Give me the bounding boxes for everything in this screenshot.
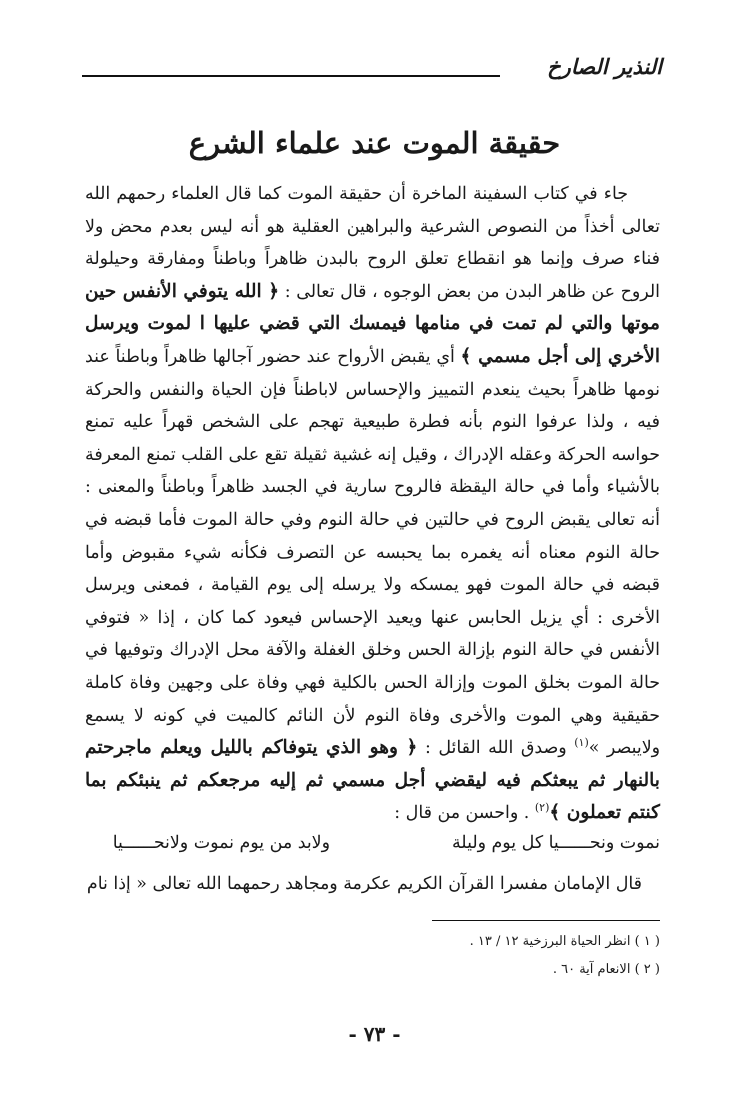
paragraph xyxy=(85,178,660,830)
body-segment: جاء في كتاب السفينة الماخرة أن حقيقة الموت كما قال العلماء رحمهم الله تعالى أخذاً من النصوص الشرعية والبراهين العقلية هو أنه ليس بعدم محض ولا فناء صرف وإنما هو انقطاع تعلق الروح بالبدن ظاهراً وباطناً ومفارقة وحيلولة الروح عن ظاهر البدن من بعض الوجوه ، قال تعالى : xyxy=(85,184,660,302)
body-segment: وصدق الله القائل : xyxy=(424,738,567,759)
page-title: حقيقة الموت عند علماء الشرع xyxy=(188,126,561,160)
quran-verse: ﴿ الله يتوفي الأنفس حين موتها والتي لم تمت في منامها فيمسك التي قضي عليها ا لموت ويرسل الأخري إلى أجل مسمي ﴾ xyxy=(85,280,660,367)
continuation-line: قال الإمامان مفسرا القرآن الكريم عكرمة ومجاهد رحمهما الله تعالى « إذا نام xyxy=(86,874,642,894)
header-rule xyxy=(82,75,500,77)
footnote: ( ١ ) انظر الحياة البرزخية ١٢ / ١٣ . xyxy=(469,934,660,949)
body-segment: . واحسن من قال : xyxy=(394,803,530,824)
footnote-ref: (٢) xyxy=(534,801,550,815)
footnote-ref: (١) xyxy=(574,736,589,750)
running-header xyxy=(82,52,662,82)
poetry-verse xyxy=(95,826,660,860)
running-title: النذير الصارخ xyxy=(547,54,662,79)
page-number: - ٧٣ - xyxy=(348,1022,401,1046)
footnote-rule xyxy=(432,920,660,921)
quran-verse: ﴿ وهو الذي يتوفاكم بالليل ويعلم ماجرحتم بالنهار ثم يبعثكم فيه ليقضي أجل مسمي ثم إليه مرجعكم ثم ينبئكم بما كنتم تعملون ﴾ xyxy=(85,737,660,824)
hemistich-first: نموت ونحــــــيا كل يوم وليلة xyxy=(451,833,660,853)
hemistich-second: ولابد من يوم نموت ولانحــــــيا xyxy=(112,833,330,853)
body-segment: أي يقبض الأرواح عند حضور آجالها ظاهراً وباطناً عند نومها ظاهراً بحيث ينعدم التمييز والإحساس لاباطناً فإن الحياة والنفس والحركة فيه ، ولذا عرفوا النوم بأنه فطرة طبيعية تهجم على الشخص قهراً عليه تمنع حواسه الحركة وعقله الإدراك ، وقيل إنه غشية ثقيلة تقع على القلب تمنع المعرفة بالأشياء وأما في حالة اليقظة فالروح سارية في الجسد ظاهراً وباطناً والمعنى : أنه تعالى يقبض الروح في حالتين في حالة النوم وفي حالة الموت فأما قبضه في حالة النوم معناه أنه يغمره بما يحبسه عن التصرف فكأنه شيء مقبوض وأما قبضه في حالة الموت فهو يمسكه ولا يرسله إلى يوم القيامة ، فمعنى ويرسل الأخرى : أي يزيل الحابس عنها ويعيد الإحساس فيعود كما كان ، إذا « فتوفي الأنفس في حالة النوم بإزالة الحس وخلق الغفلة والآفة محل الإدراك وتوفيها في حالة الموت بخلق الموت وإزالة الحس بالكلية فهي وفاة على وجهين وفاة كاملة حقيقية وهي الموت والأخرى وفاة النوم لأن النائم كالميت في كونه لا يسمع ولايبصر » xyxy=(85,346,661,759)
body-text xyxy=(85,178,660,830)
footnote: ( ٢ ) الانعام آية ٦٠ . xyxy=(552,962,660,977)
